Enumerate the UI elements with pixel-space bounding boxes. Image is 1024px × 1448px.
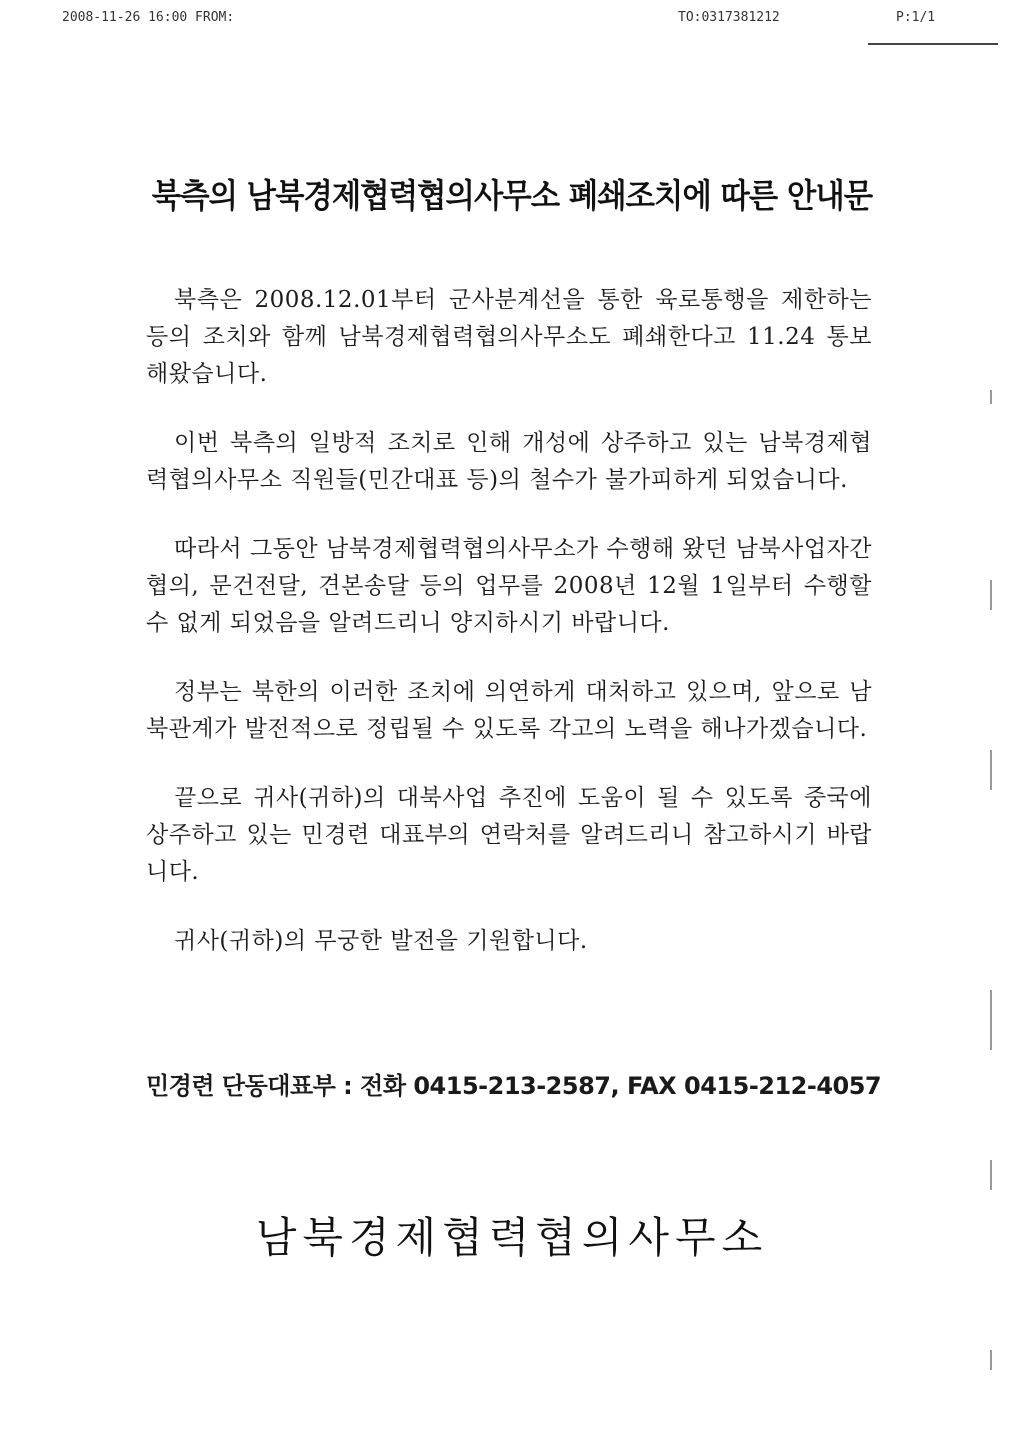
paragraph-5: 끝으로 귀사(귀하)의 대북사업 추진에 도움이 될 수 있도록 중국에 상주하고 있는 민경련 대표부의 연락처를 알려드리니 참고하시기 바랍니다. bbox=[146, 785, 872, 885]
fax-header bbox=[0, 8, 1024, 32]
scan-mark bbox=[990, 1160, 992, 1190]
paragraph-6: 귀사(귀하)의 무궁한 발전을 기원합니다. bbox=[174, 928, 588, 954]
paragraph-3: 따라서 그동안 남북경제협력협의사무소가 수행해 왔던 남북사업자간 협의, 문건전달, 견본송달 등의 업무를 2008년 12월 1일부터 수행할 수 없게 되었음을 알려드리니 양지하시기 바랍니다. bbox=[146, 536, 872, 636]
fax-to-number: TO:0317381212 bbox=[678, 10, 780, 25]
fax-page-count: P:1/1 bbox=[896, 10, 936, 25]
scan-mark bbox=[990, 390, 992, 404]
scan-mark bbox=[990, 1350, 992, 1370]
scan-mark bbox=[990, 580, 992, 610]
paragraph-4: 정부는 북한의 이러한 조치에 의연하게 대처하고 있으며, 앞으로 남북관계가 발전적으로 정립될 수 있도록 각고의 노력을 해나가겠습니다. bbox=[146, 679, 872, 742]
scan-margin-marks bbox=[990, 170, 994, 1350]
document-body bbox=[146, 282, 872, 992]
paragraph-2: 이번 북측의 일방적 조치로 인해 개성에 상주하고 있는 남북경제협력협의사무소 직원들(민간대표 등)의 철수가 불가피하게 되었습니다. bbox=[146, 430, 872, 493]
document-title: 북측의 남북경제협력협의사무소 폐쇄조치에 따른 안내문 bbox=[151, 176, 873, 215]
scan-mark bbox=[990, 750, 992, 790]
paragraph-1: 북측은 2008.12.01부터 군사분계선을 통한 육로통행을 제한하는 등의 조치와 함께 남북경제협력협의사무소도 폐쇄한다고 11.24 통보해왔습니다. bbox=[146, 287, 872, 387]
signature-organization: 남북경제협력협의사무소 bbox=[255, 1213, 769, 1262]
fax-date-time-from: 2008-11-26 16:00 FROM: bbox=[62, 10, 235, 25]
fax-header-rule bbox=[868, 43, 998, 45]
scan-mark bbox=[990, 990, 992, 1050]
contact-info: 민경련 단동대표부 : 전화 0415-213-2587, FAX 0415-212-4057 bbox=[146, 1072, 882, 1100]
